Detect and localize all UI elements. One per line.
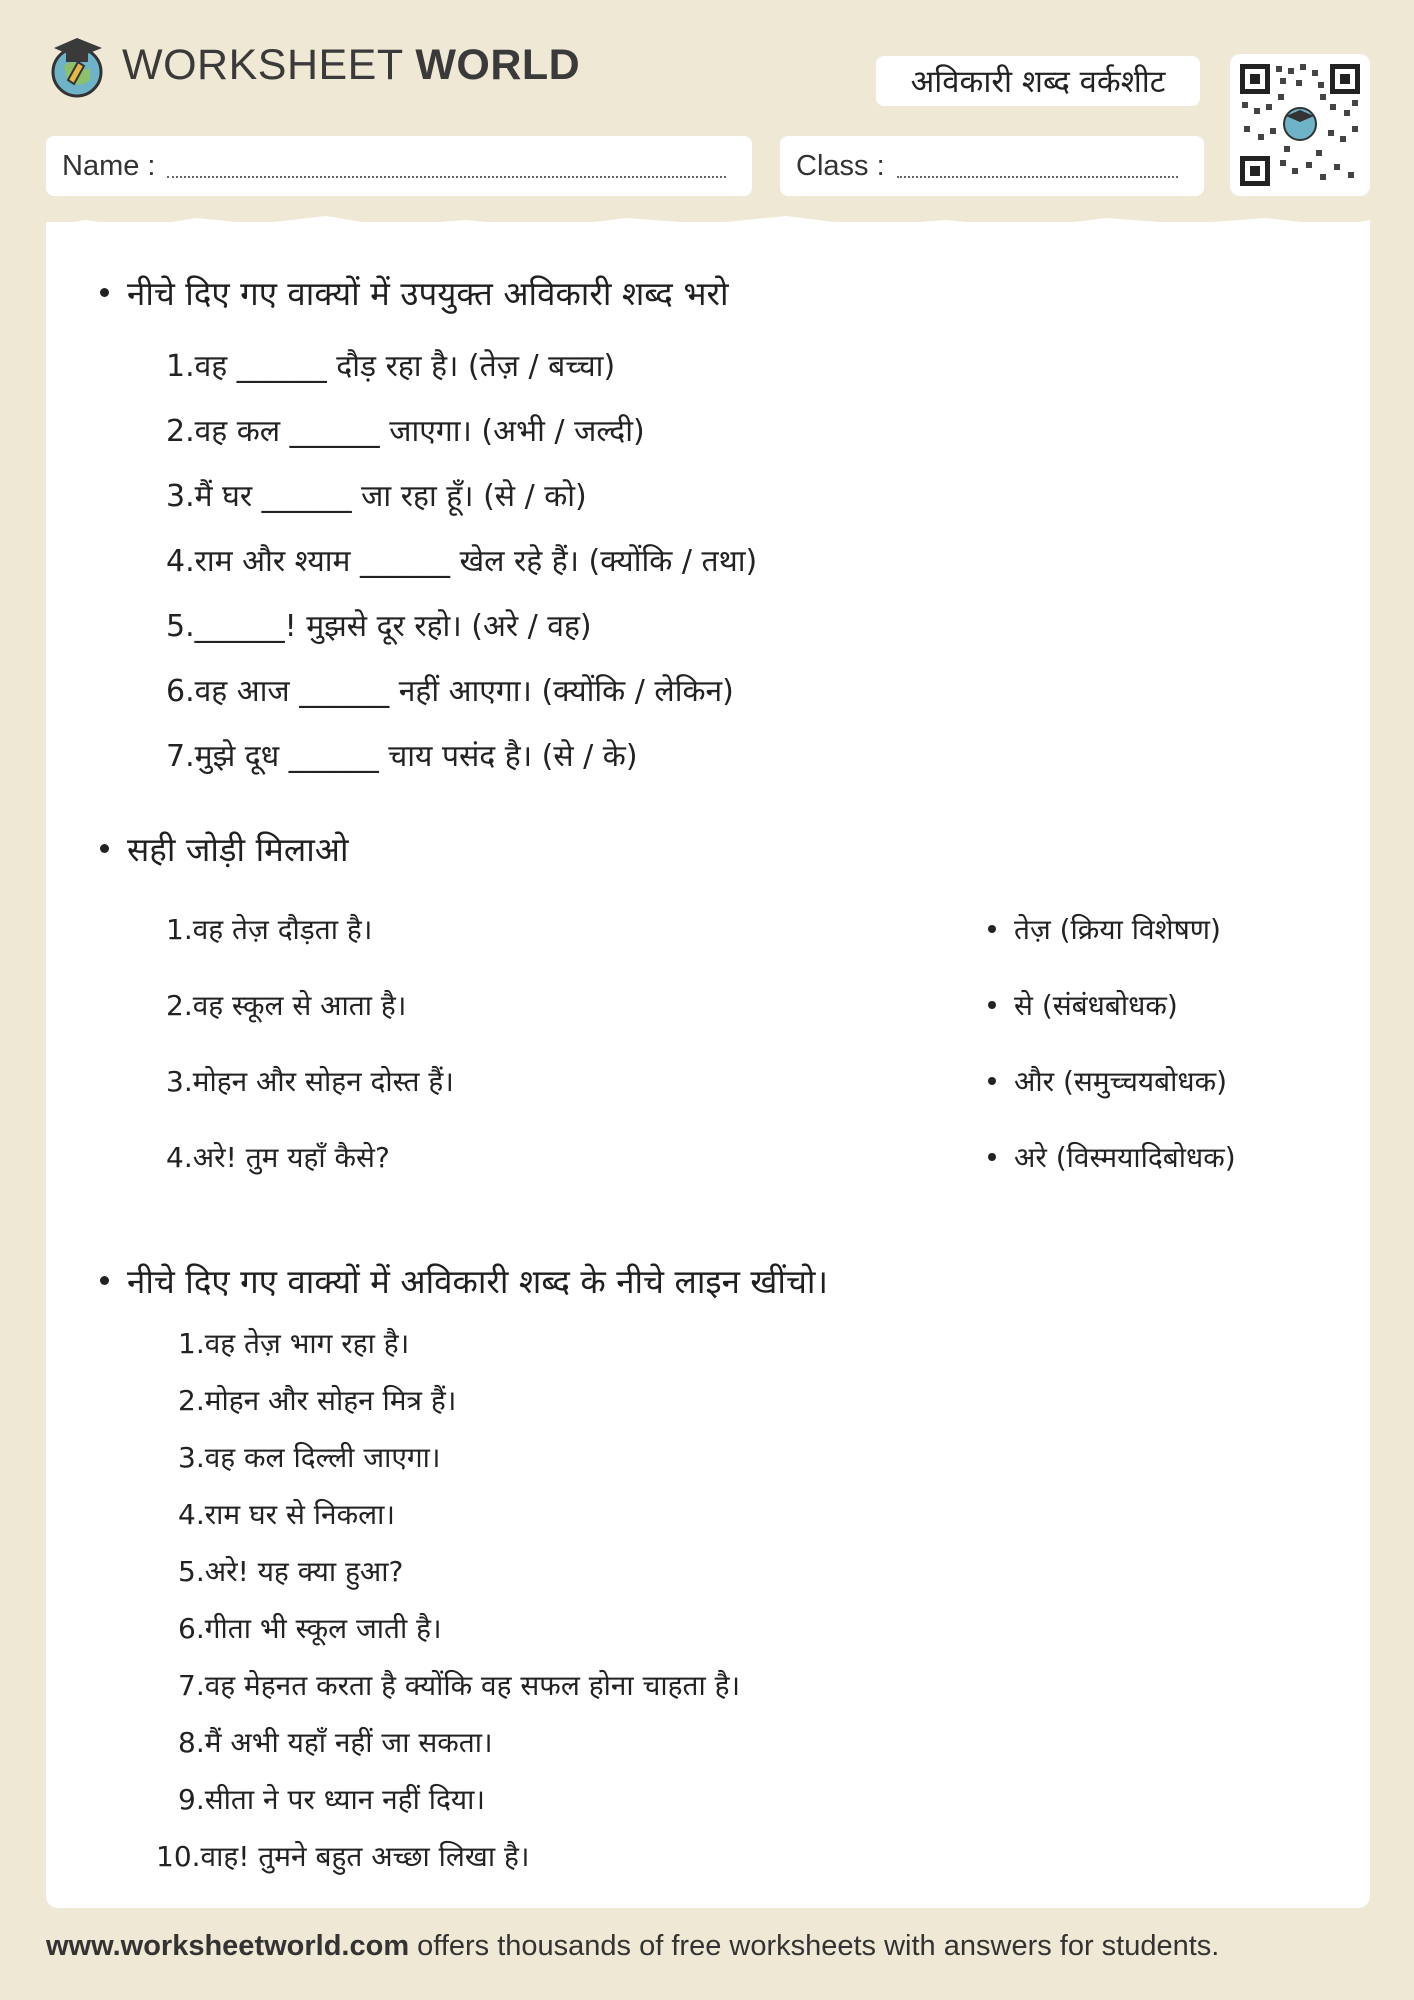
fill-blank-question: 2.वह कल ______ जाएगा। (अभी / जल्दी) — [166, 414, 645, 449]
fill-blank-question: 3.मैं घर ______ जा रहा हूँ। (से / को) — [166, 479, 587, 514]
name-input-line[interactable] — [167, 154, 726, 178]
class-input-line[interactable] — [897, 154, 1178, 178]
underline-question: 10.वाह! तुमने बहुत अच्छा लिखा है। — [156, 1840, 530, 1873]
worksheet-title: अविकारी शब्द वर्कशीट — [876, 56, 1200, 106]
bullet-icon — [100, 288, 109, 297]
fill-blank-question: 6.वह आज ______ नहीं आएगा। (क्योंकि / लेकिन) — [166, 674, 734, 709]
fill-blank-question: 7.मुझे दूध ______ चाय पसंद है। (से / के) — [166, 739, 638, 774]
match-left-item: 3.मोहन और सोहन दोस्त हैं। — [166, 1065, 454, 1098]
qr-code[interactable] — [1230, 54, 1370, 196]
section3-heading-text: नीचे दिए गए वाक्यों में अविकारी शब्द के नीचे लाइन खींचो। — [127, 1262, 828, 1301]
bullet-icon — [988, 925, 996, 933]
match-right-item: अरे (विस्मयादिबोधक) — [988, 1138, 1236, 1176]
bullet-icon — [100, 1276, 109, 1285]
name-field[interactable] — [46, 136, 752, 196]
underline-question: 8.मैं अभी यहाँ नहीं जा सकता। — [178, 1726, 493, 1759]
section1-heading — [100, 270, 729, 315]
section2-heading-text: सही जोड़ी मिलाओ — [127, 830, 349, 869]
globe-mascot-icon — [46, 30, 108, 100]
match-left-item: 2.वह स्कूल से आता है। — [166, 989, 407, 1022]
underline-question: 5.अरे! यह क्या हुआ? — [178, 1555, 404, 1588]
fill-blank-question: 1.वह ______ दौड़ रहा है। (तेज़ / बच्चा) — [166, 349, 616, 384]
underline-question: 9.सीता ने पर ध्यान नहीं दिया। — [178, 1783, 485, 1816]
match-left-item: 1.वह तेज़ दौड़ता है। — [166, 913, 373, 946]
section3-heading — [100, 1258, 828, 1303]
underline-question: 1.वह तेज़ भाग रहा है। — [178, 1327, 410, 1360]
underline-question: 3.वह कल दिल्ली जाएगा। — [178, 1441, 441, 1474]
match-left-item: 4.अरे! तुम यहाँ कैसे? — [166, 1141, 390, 1174]
section2-heading — [100, 826, 349, 871]
footer-link[interactable]: www.worksheetworld.com — [46, 1930, 410, 1962]
match-right-item: तेज़ (क्रिया विशेषण) — [988, 910, 1221, 948]
fill-blank-question: 4.राम और श्याम ______ खेल रहे हैं। (क्योंकि / तथा) — [166, 544, 758, 579]
match-right-item: से (संबंधबोधक) — [988, 986, 1178, 1024]
section1-heading-text: नीचे दिए गए वाक्यों में उपयुक्त अविकारी शब्द भरो — [127, 274, 729, 313]
footer-text: www.worksheetworld.com offers thousands of free worksheets with answers for students. — [46, 1930, 1220, 1962]
qr-code-icon — [1240, 64, 1360, 186]
name-label: Name : — [62, 149, 156, 182]
bullet-icon — [988, 1153, 996, 1161]
underline-question: 6.गीता भी स्कूल जाती है। — [178, 1612, 442, 1645]
bullet-icon — [100, 844, 109, 853]
logo-text: WORKSHEET WORLD — [122, 40, 581, 89]
class-label: Class : — [796, 149, 885, 182]
underline-question: 7.वह मेहनत करता है क्योंकि वह सफल होना चाहता है। — [178, 1669, 741, 1702]
fill-blank-question: 5.______! मुझसे दूर रहो। (अरे / वह) — [166, 609, 592, 644]
class-field[interactable] — [780, 136, 1204, 196]
site-logo[interactable] — [46, 30, 580, 100]
bullet-icon — [988, 1001, 996, 1009]
match-right-item: और (समुच्चयबोधक) — [988, 1062, 1227, 1100]
underline-question: 4.राम घर से निकला। — [178, 1498, 395, 1531]
underline-question: 2.मोहन और सोहन मित्र हैं। — [178, 1384, 457, 1417]
bullet-icon — [988, 1077, 996, 1085]
